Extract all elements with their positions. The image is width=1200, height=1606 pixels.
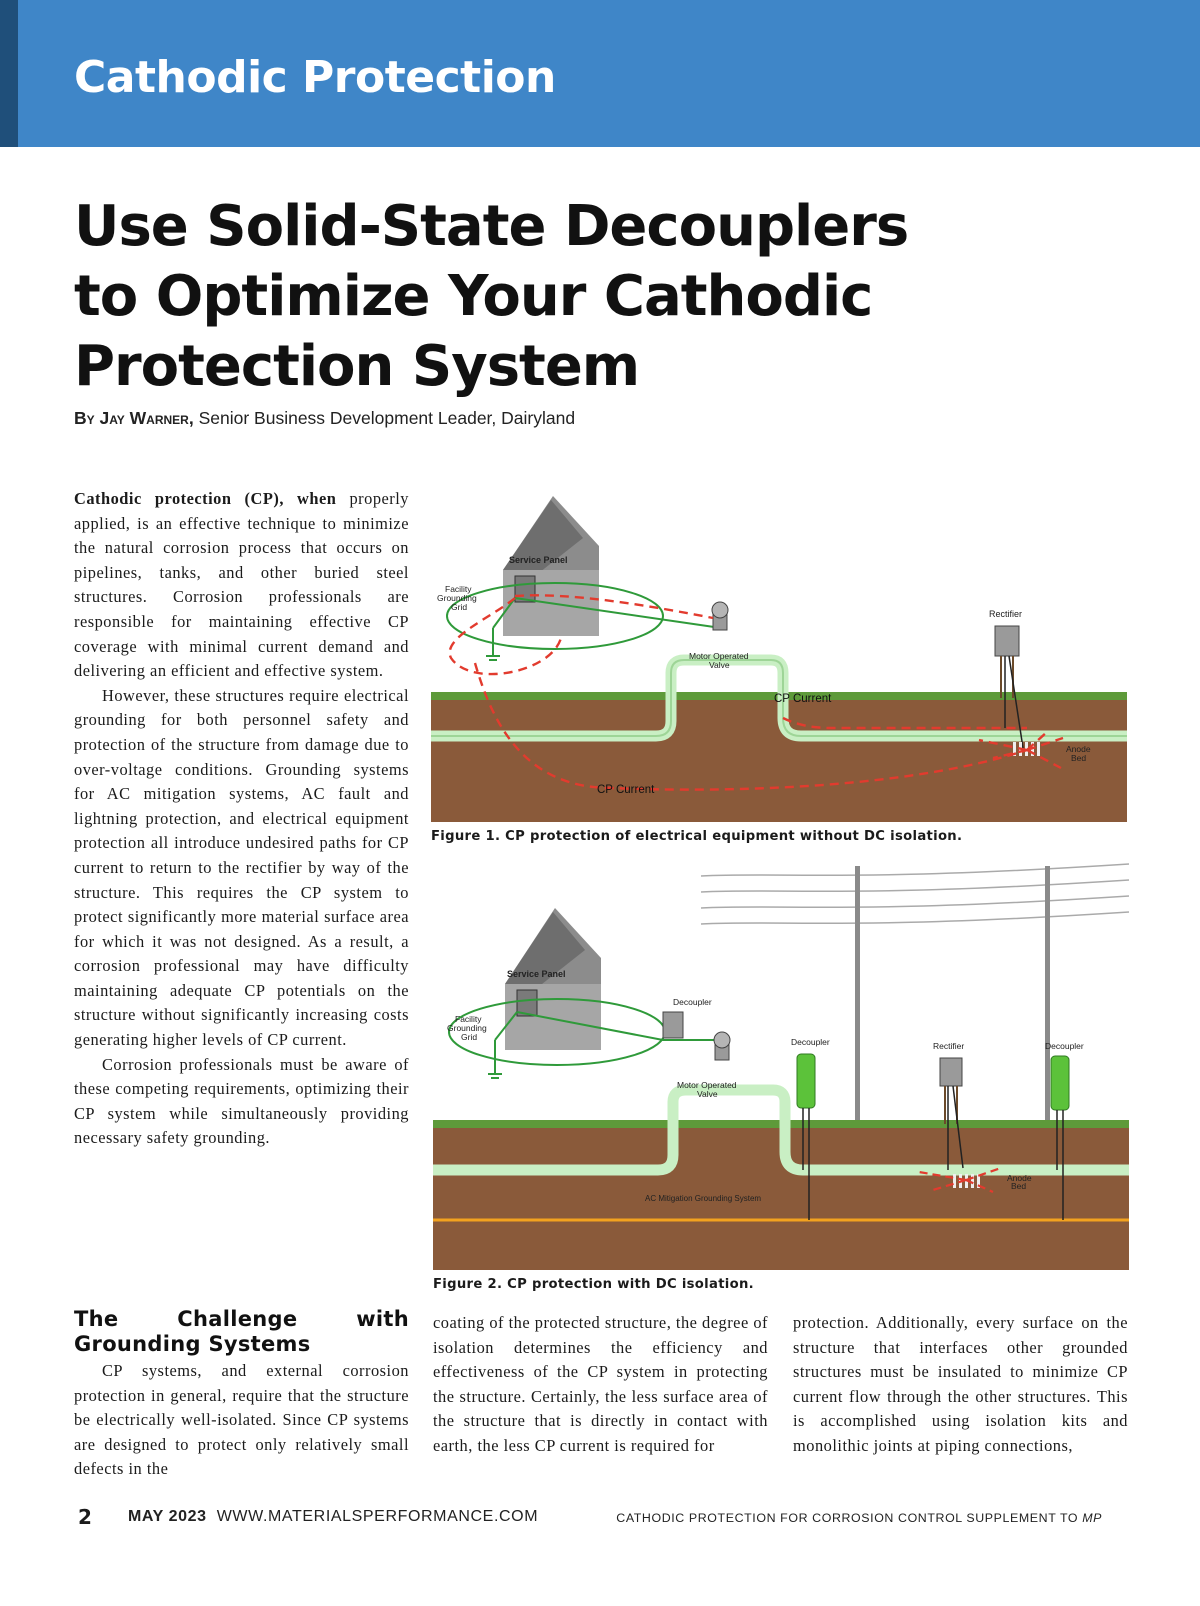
paragraph-4: CP systems, and external corrosion protection in general, require that the structure be electrically well-isolated. Since CP systems are designed to protect only relatively small defects in the [74,1361,409,1479]
label-decoupler-right: Decoupler [1045,1041,1084,1051]
label-grid: Grid [451,602,468,612]
decoupler-house-box [663,1012,683,1038]
label-bed: Bed [1011,1181,1027,1191]
body-column-right [793,1311,1128,1459]
label-grounding: Grounding [447,1023,487,1033]
figure-2-caption: Figure 2. CP protection with DC isolation. [433,1277,754,1292]
label-mov: Motor Operated [689,651,749,661]
decoupler-right-device [1051,1056,1069,1110]
section-subhead: The Challenge with Grounding Systems [74,1307,409,1356]
article-title: Use Solid-State Decouplers to Optimize Your Cathodic Protection System [74,194,909,399]
label-anode: Anode [1066,744,1091,754]
label-valve: Valve [697,1089,718,1099]
paragraph-5: coating of the protected structure, the degree of isolation determines the efficiency and effectiveness of the CP system in protecting the structure. Certainly, the less surface area of the structure that is directly in contact with earth, the less CP current is required for [433,1313,768,1455]
paragraph-2: However, these structures require electrical grounding for both personnel safety and protection of the structure from damage due to over-voltage conditions. Grounding systems for AC mitigation systems, AC fault and lightning protection, and electrical equipment protection all introduce undesired paths for CP current to return to the rectifier by way of the structure. This requires the CP system to protect significantly more material surface area for which it was not designed. As a result, a corrosion professional may have difficulty maintaining adequate CP potentials on the structure without significantly increasing costs generating higher levels of CP current. [74,685,409,1050]
label-rectifier: Rectifier [989,609,1023,619]
label-valve: Valve [709,660,730,670]
paragraph-1-text: properly applied, is an effective technique to minimize the natural corrosion process that occurs on pipelines, tanks, and other buried steel structures. Corrosion professionals are responsible for maintaining effective CP coverage with minimal current demand and delivering an efficient and effective system. [74,489,409,681]
paragraph-6: protection. Additionally, every surface on the structure that interfaces other grounded structures must be insulated to minimize CP current flow through the other structures. This is accomplished using isolation kits and monolithic joints at piping connections, [793,1313,1128,1455]
footer-issue [128,1508,538,1526]
body-column-middle [433,1311,768,1459]
footer-date: MAY 2023 [128,1508,207,1525]
figure-1-diagram [431,488,1127,822]
paragraph-3: Corrosion professionals must be aware of these competing requirements, optimizing their CP system while simultaneously providing necessary safety grounding. [74,1054,409,1148]
label-decoupler-house: Decoupler [673,997,712,1007]
banner-edge [0,0,18,147]
label-anode: Anode [1007,1173,1032,1183]
figure-1-caption: Figure 1. CP protection of electrical equipment without DC isolation. [431,829,963,844]
byline-role: Senior Business Development Leader, Dairyland [198,408,576,428]
label-service-panel: Service Panel [507,969,566,979]
byline [74,408,575,429]
label-grounding: Grounding [437,593,477,603]
rectifier-box [940,1058,962,1086]
footer-supplement-mark: MP [1082,1511,1102,1525]
label-cp-current-top: CP Current [774,693,832,705]
label-grid: Grid [461,1032,478,1042]
figure-2-diagram [433,862,1129,1270]
byline-author: By Jay Warner, [74,408,194,428]
body-column-left-lower [74,1307,409,1482]
paragraph-1 [74,487,409,684]
label-bed: Bed [1071,753,1087,763]
body-column-left-upper [74,487,409,1151]
rectifier-box [995,626,1019,656]
label-facility: Facility [445,584,472,594]
section-title: Cathodic Protection [74,52,556,103]
label-mov: Motor Operated [677,1080,737,1090]
footer-supplement [616,1511,1102,1525]
utility-pole-right [1045,866,1050,1128]
page-number: 2 [78,1505,92,1529]
label-ac-mitigation: AC Mitigation Grounding System [645,1194,762,1203]
label-cp-current-bottom: CP Current [597,784,655,796]
footer-supplement-text: CATHODIC PROTECTION FOR CORROSION CONTROL SUPPLEMENT TO [616,1511,1079,1525]
lead-in: Cathodic protection (CP), when [74,489,337,508]
decoupler-left-device [797,1054,815,1108]
footer-url[interactable]: WWW.MATERIALSPERFORMANCE.COM [216,1508,539,1525]
utility-pole-left [855,866,860,1128]
label-service-panel: Service Panel [509,555,568,565]
label-rectifier: Rectifier [933,1041,965,1051]
label-decoupler-left: Decoupler [791,1037,830,1047]
label-facility: Facility [455,1014,482,1024]
